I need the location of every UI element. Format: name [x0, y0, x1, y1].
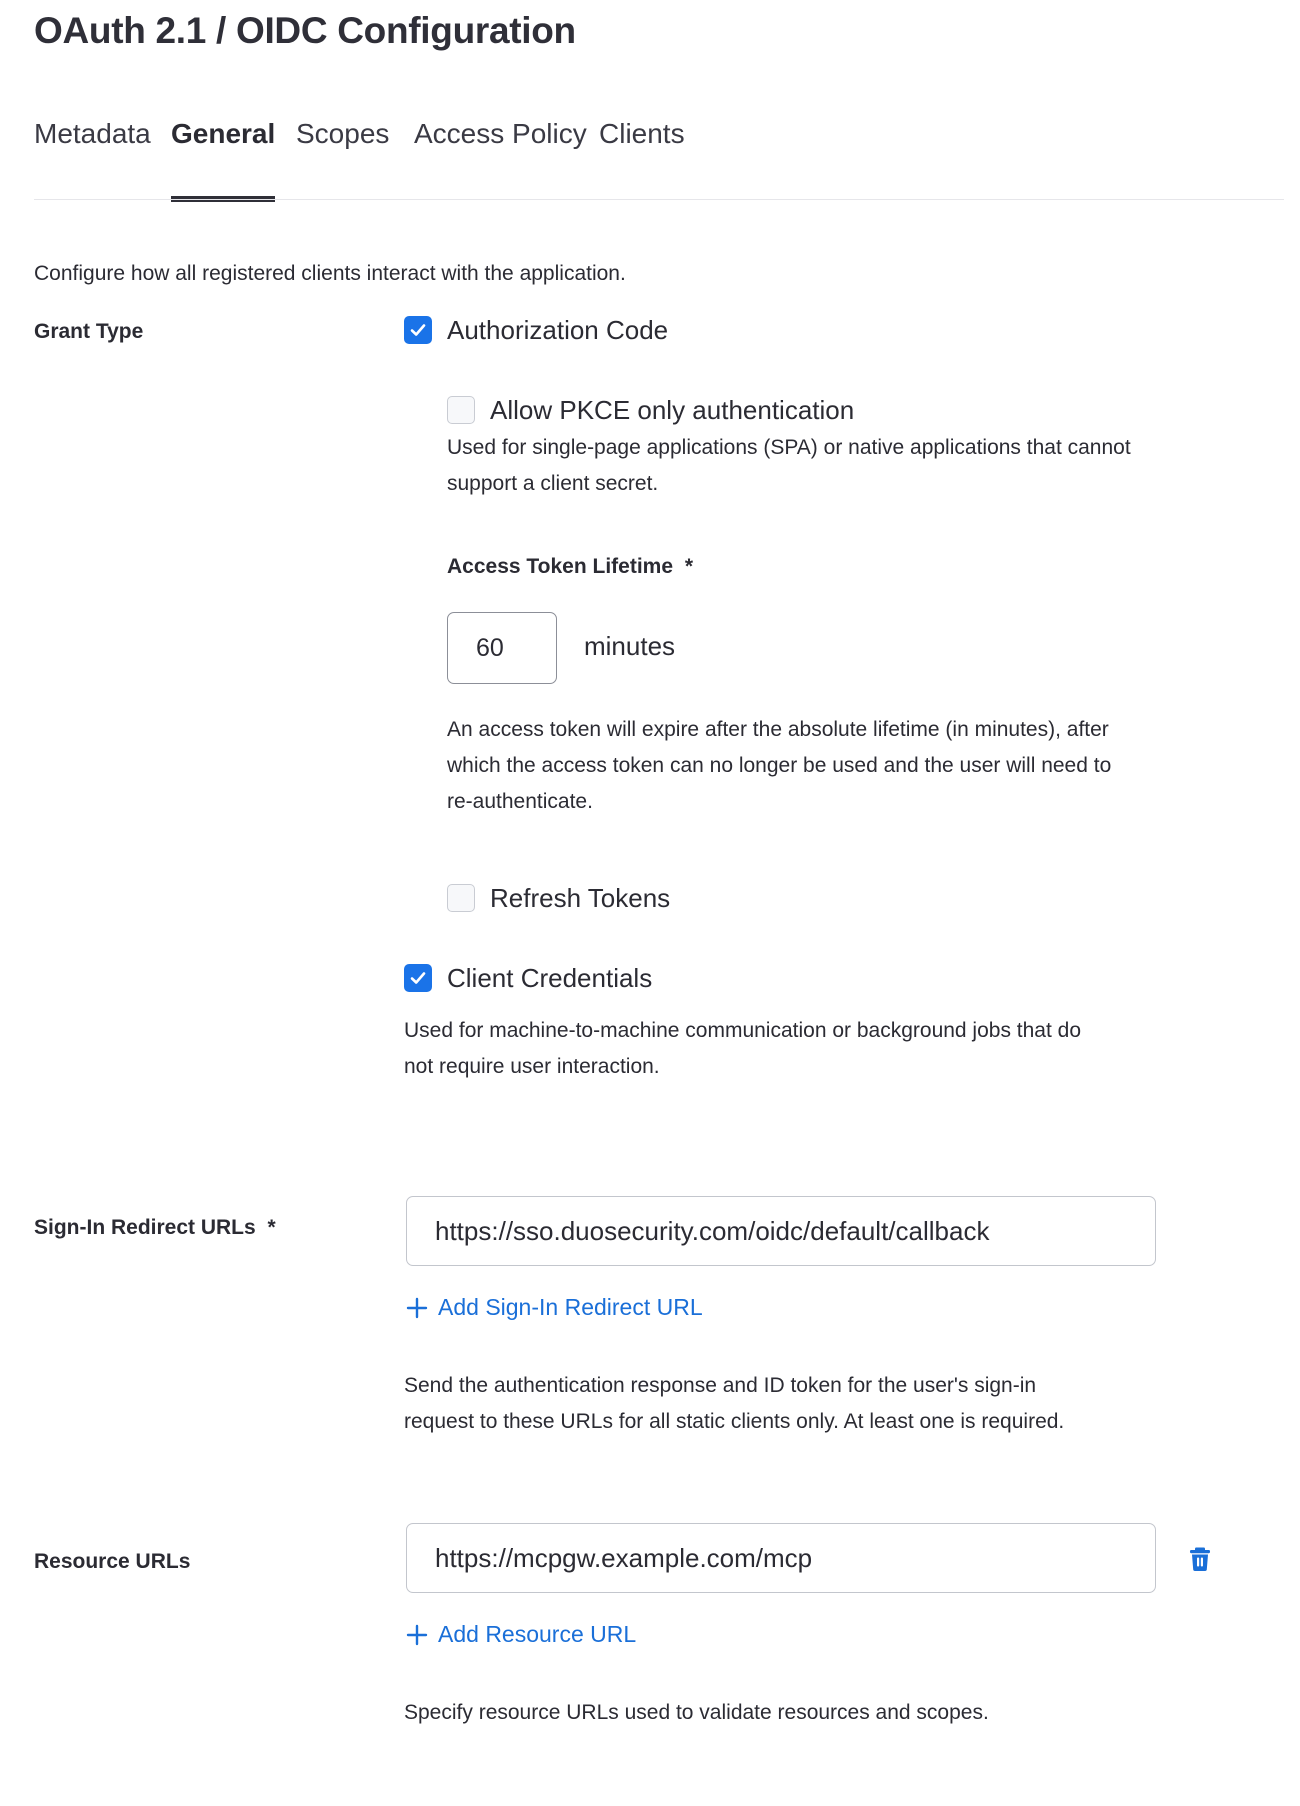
add-resource-url-link[interactable]: [406, 1621, 636, 1648]
resource-url-input[interactable]: [406, 1523, 1156, 1593]
pkce-help-line: support a client secret.: [447, 472, 659, 495]
tab-general[interactable]: General: [171, 118, 275, 202]
access-token-help-text: [447, 712, 1227, 820]
access-token-lifetime-label-text: Access Token Lifetime: [447, 555, 674, 578]
add-resource-url-label: Add Resource URL: [438, 1621, 637, 1647]
tab-clients[interactable]: Clients: [599, 118, 685, 149]
access-token-help-line: An access token will expire after the absolute lifetime (in minutes), after: [447, 718, 1109, 741]
required-mark: *: [684, 555, 694, 578]
access-token-lifetime-input[interactable]: 60: [447, 612, 557, 684]
sign-in-redirect-url-input[interactable]: [406, 1196, 1156, 1266]
access-token-lifetime-label: [447, 555, 693, 579]
tab-access-policy[interactable]: Access Policy: [414, 118, 587, 149]
sign-in-redirect-label: [34, 1216, 276, 1240]
pkce-only-checkbox[interactable]: [447, 396, 475, 424]
sign-in-redirect-label-text: Sign-In Redirect URLs: [34, 1216, 256, 1239]
checkmark-icon: [408, 320, 428, 340]
tab-scopes[interactable]: Scopes: [296, 118, 390, 149]
tab-metadata[interactable]: Metadata: [34, 118, 151, 149]
authorization-code-label[interactable]: Authorization Code: [447, 315, 669, 345]
plus-icon: [406, 1624, 428, 1646]
client-credentials-help-line: not require user interaction.: [404, 1055, 660, 1078]
access-token-lifetime-unit: minutes: [584, 631, 676, 661]
trash-icon[interactable]: [1186, 1545, 1214, 1573]
page-title: OAuth 2.1 / OIDC Configuration: [34, 10, 576, 51]
pkce-only-label[interactable]: Allow PKCE only authentication: [490, 395, 855, 425]
intro-text: Configure how all registered clients interact with the application.: [34, 262, 626, 285]
plus-icon: [406, 1297, 428, 1319]
access-token-help-line: re-authenticate.: [447, 790, 593, 813]
client-credentials-checkbox[interactable]: [404, 964, 432, 992]
tab-bar: [34, 118, 1284, 202]
authorization-code-checkbox[interactable]: [404, 316, 432, 344]
refresh-tokens-label[interactable]: Refresh Tokens: [490, 883, 671, 913]
checkmark-icon: [408, 968, 428, 988]
client-credentials-label[interactable]: Client Credentials: [447, 963, 653, 993]
pkce-help-line: Used for single-page applications (SPA) or native applications that cannot: [447, 436, 1131, 459]
tab-divider: [34, 199, 1284, 200]
grant-type-label: Grant Type: [34, 320, 144, 343]
required-mark: *: [267, 1216, 276, 1239]
add-sign-in-redirect-url-link[interactable]: [406, 1294, 703, 1321]
client-credentials-help-text: [404, 1013, 1184, 1085]
sign-in-redirect-help-line: Send the authentication response and ID token for the user's sign-in: [404, 1374, 1037, 1397]
resource-urls-label: Resource URLs: [34, 1550, 191, 1573]
pkce-help-text: [447, 430, 1227, 502]
add-sign-in-redirect-url-label: Add Sign-In Redirect URL: [438, 1294, 703, 1320]
refresh-tokens-checkbox[interactable]: [447, 884, 475, 912]
access-token-help-line: which the access token can no longer be used and the user will need to: [447, 754, 1112, 777]
sign-in-redirect-help-line: request to these URLs for all static clients only. At least one is required.: [404, 1410, 1065, 1433]
sign-in-redirect-help-text: [404, 1368, 1204, 1440]
client-credentials-help-line: Used for machine-to-machine communication or background jobs that do: [404, 1019, 1082, 1042]
resource-urls-help-text: Specify resource URLs used to validate resources and scopes.: [404, 1701, 989, 1724]
